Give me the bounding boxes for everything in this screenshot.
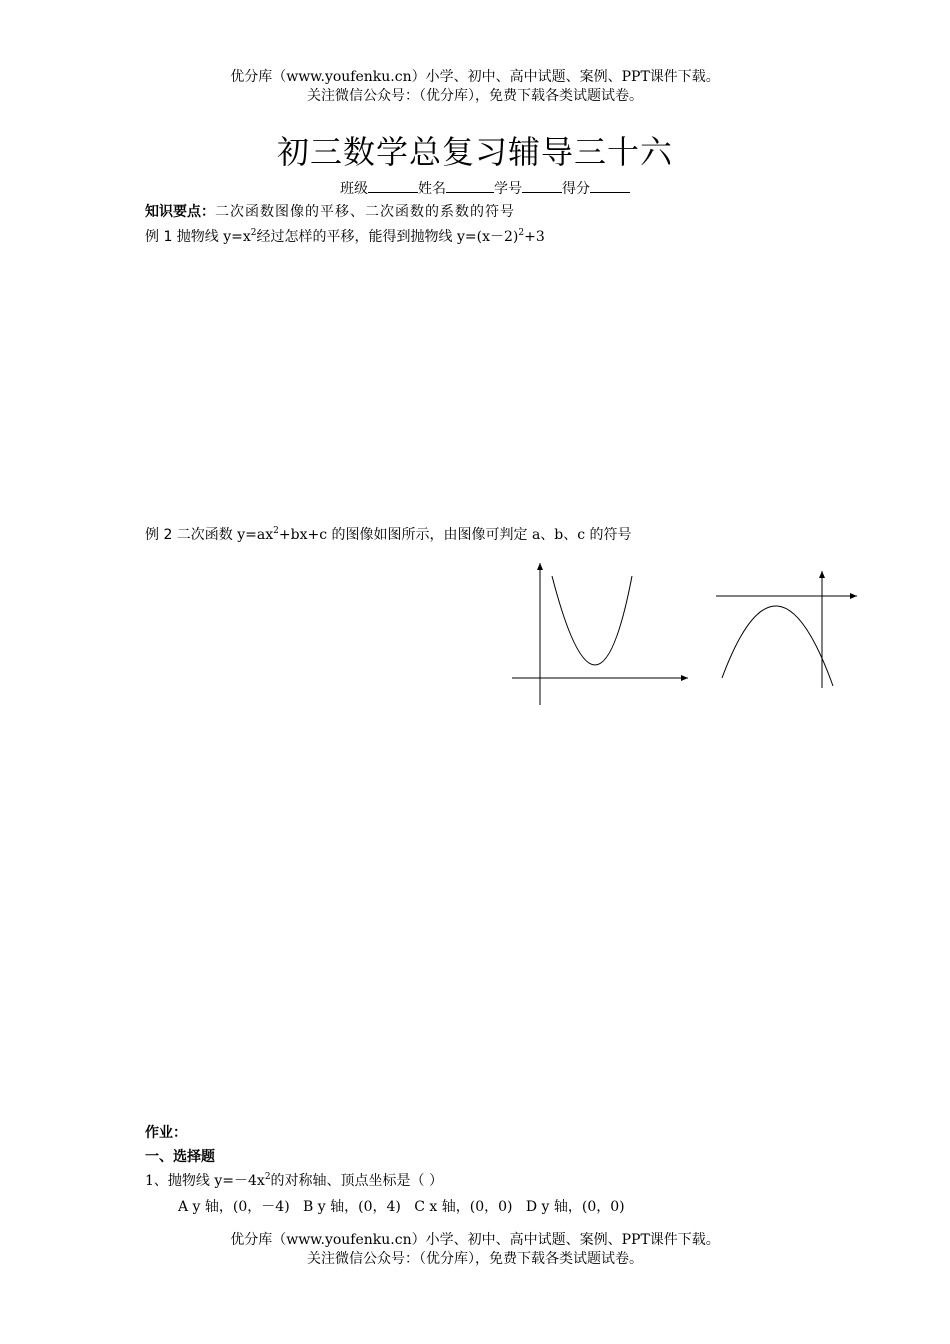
header-line-1: 优分库（www.youfenku.cn）小学、初中、高中试题、案例、PPT课件下载。	[230, 69, 720, 85]
question-1-text: 1、抛物线 y=－4x	[145, 1173, 265, 1189]
score-label: 得分	[562, 181, 590, 197]
example-1	[145, 228, 545, 246]
knowledge-points	[145, 203, 515, 221]
option-c[interactable]: C x 轴，(0，0)	[414, 1199, 513, 1215]
question-1-options	[178, 1198, 625, 1216]
example-1-text: 抛物线 y=x	[172, 229, 251, 245]
question-1	[145, 1172, 443, 1190]
question-1-sup: 2	[264, 1172, 271, 1182]
number-blank[interactable]	[522, 178, 562, 193]
example-2	[145, 526, 632, 544]
footer-line-2: 关注微信公众号：（优分库），免费下载各类试题试卷。	[307, 1251, 643, 1267]
number-label: 学号	[494, 181, 522, 197]
score-blank[interactable]	[590, 178, 630, 193]
example-2-text-after: +bx+c 的图像如图所示，由图像可判定 a、b、c 的符号	[278, 527, 632, 543]
name-blank[interactable]	[446, 178, 494, 193]
section-title: 一、选择题	[145, 1149, 215, 1165]
question-1-text-after: 的对称轴、顶点坐标是（ ）	[270, 1173, 443, 1189]
homework-label: 作业：	[145, 1125, 187, 1141]
name-label: 姓名	[418, 181, 446, 197]
example-2-text: 二次函数 y=ax	[172, 527, 274, 543]
option-d[interactable]: D y 轴，(0，0)	[525, 1199, 625, 1215]
example-1-text-mid: 经过怎样的平移，能得到抛物线 y=(x－2)	[256, 229, 519, 245]
knowledge-label: 知识要点：	[145, 204, 215, 220]
example-1-text-after: +3	[524, 229, 545, 245]
info-fields	[340, 178, 630, 198]
parabola-graphs	[505, 560, 865, 710]
footer-line-1: 优分库（www.youfenku.cn）小学、初中、高中试题、案例、PPT课件下载。	[230, 1232, 720, 1248]
page-title: 初三数学总复习辅导三十六	[276, 133, 673, 171]
graph-2-parabola	[722, 606, 833, 686]
option-a[interactable]: A y 轴，(0，－4)	[178, 1199, 290, 1215]
class-label: 班级	[340, 181, 368, 197]
graph-1	[512, 563, 688, 705]
example-1-sup-2: 2	[518, 228, 525, 238]
example-1-label: 例 1	[145, 229, 173, 245]
example-2-sup: 2	[273, 526, 279, 536]
option-b[interactable]: B y 轴，(0，4)	[303, 1199, 401, 1215]
graph-2	[716, 571, 857, 688]
example-2-label: 例 2	[145, 527, 173, 543]
graph-1-parabola	[552, 576, 632, 665]
example-1-sup-1: 2	[250, 228, 257, 238]
knowledge-text: 二次函数图像的平移、二次函数的系数的符号	[215, 204, 515, 220]
class-blank[interactable]	[368, 178, 418, 193]
header-line-2: 关注微信公众号：（优分库），免费下载各类试题试卷。	[307, 88, 643, 104]
